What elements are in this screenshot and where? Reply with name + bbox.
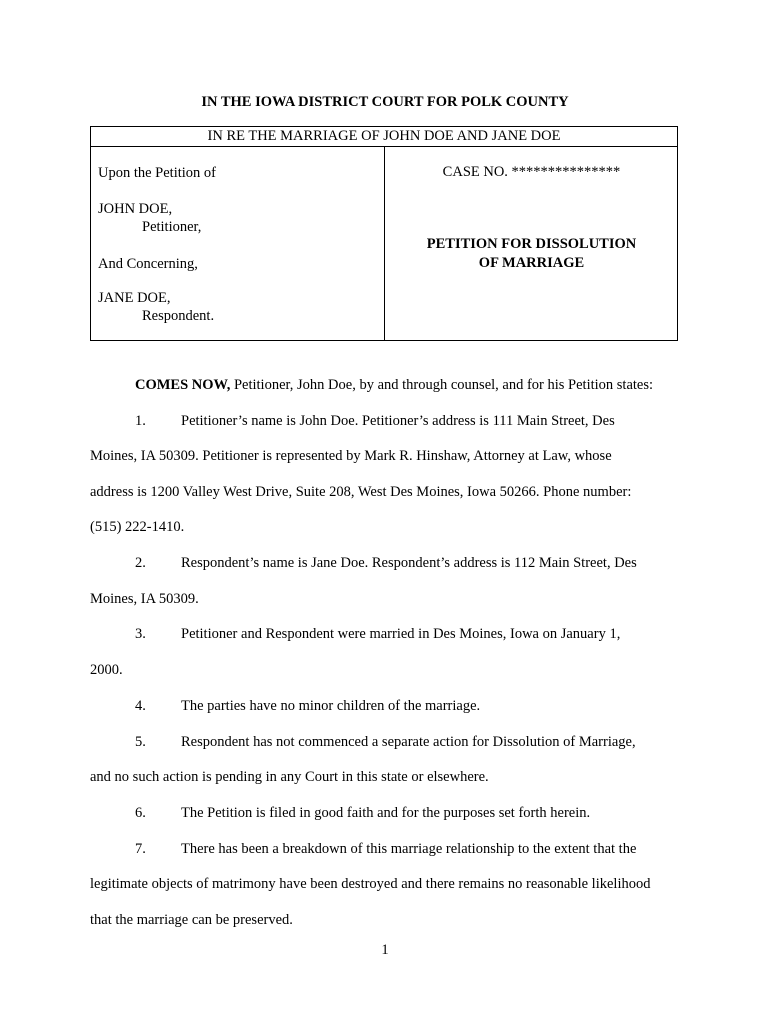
respondent-name: JANE DOE,: [98, 290, 171, 306]
paragraph-line: legitimate objects of matrimony have been destroyed and there remains no reasonable likelihood: [90, 876, 651, 892]
case-caption: [90, 126, 678, 341]
paragraph-number: 7.: [135, 841, 146, 857]
document-title-line-2: OF MARRIAGE: [478, 255, 585, 271]
court-title: IN THE IOWA DISTRICT COURT FOR POLK COUNTY: [201, 94, 569, 110]
paragraph-number: 1.: [135, 413, 146, 429]
petitioner-role: Petitioner,: [142, 219, 202, 235]
paragraph-first-line: Respondent’s name is Jane Doe. Respondent’s address is 112 Main Street, Des: [181, 555, 637, 571]
respondent-role: Respondent.: [142, 308, 215, 324]
paragraph-number: 6.: [135, 805, 146, 821]
page-number: 1: [381, 942, 389, 958]
intro-text: Petitioner, John Doe, by and through counsel, and for his Petition states:: [230, 377, 654, 393]
paragraph-first-line: Petitioner and Respondent were married in Des Moines, Iowa on January 1,: [181, 626, 621, 642]
paragraph-line: (515) 222-1410.: [90, 519, 185, 535]
paragraph-first-line: Respondent has not commenced a separate action for Dissolution of Marriage,: [181, 734, 636, 750]
paragraph-first-line: The Petition is filed in good faith and for the purposes set forth herein.: [181, 805, 591, 821]
paragraph-first-line: There has been a breakdown of this marriage relationship to the extent that the: [181, 841, 637, 857]
paragraph-number: 5.: [135, 734, 146, 750]
paragraph-line: 2000.: [90, 662, 123, 678]
paragraph-line: address is 1200 Valley West Drive, Suite 208, West Des Moines, Iowa 50266. Phone number:: [90, 484, 632, 500]
caption-header: IN RE THE MARRIAGE OF JOHN DOE AND JANE DOE: [91, 127, 677, 147]
petitioner-name: JOHN DOE,: [98, 201, 173, 217]
case-number: CASE NO. ***************: [442, 164, 621, 180]
intro-bold: COMES NOW,: [135, 377, 231, 393]
concerning-label: And Concerning,: [98, 256, 198, 272]
paragraph-number: 3.: [135, 626, 146, 642]
caption-case-info: [386, 147, 677, 340]
caption-parties: [91, 147, 385, 340]
document-title: [386, 235, 677, 273]
upon-petition-label: Upon the Petition of: [98, 165, 217, 181]
paragraph-first-line: Petitioner’s name is John Doe. Petitioner’s address is 111 Main Street, Des: [181, 413, 615, 429]
paragraph-number: 2.: [135, 555, 146, 571]
paragraph-line: that the marriage can be preserved.: [90, 912, 293, 928]
paragraph-first-line: The parties have no minor children of the marriage.: [181, 698, 481, 714]
document-title-line-1: PETITION FOR DISSOLUTION: [426, 236, 637, 252]
paragraph-line: and no such action is pending in any Court in this state or elsewhere.: [90, 769, 489, 785]
paragraph-line: Moines, IA 50309.: [90, 591, 199, 607]
paragraph-number: 4.: [135, 698, 146, 714]
paragraph-line: Moines, IA 50309. Petitioner is represented by Mark R. Hinshaw, Attorney at Law, whose: [90, 448, 612, 464]
